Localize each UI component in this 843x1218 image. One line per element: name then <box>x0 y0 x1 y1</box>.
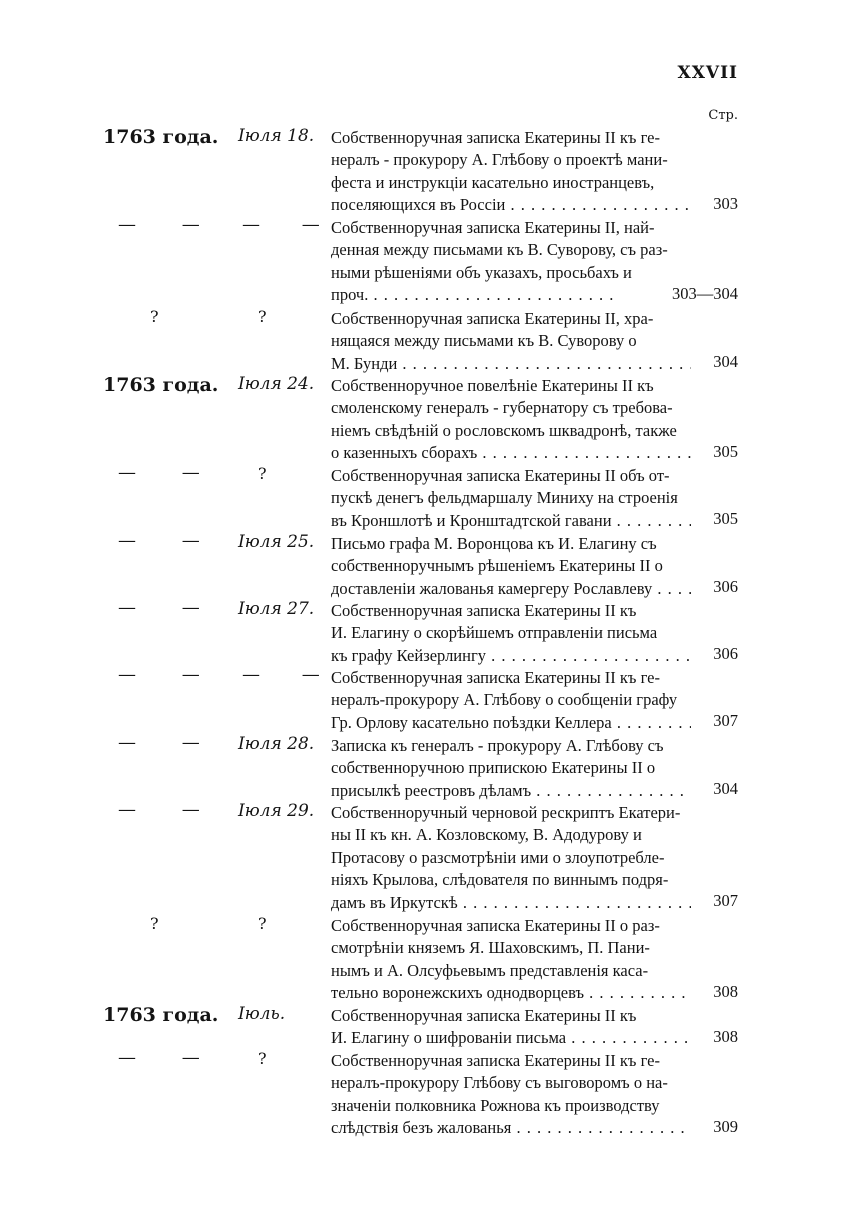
entry-year: — — <box>118 214 220 235</box>
entry-line: М. Бунди . . . <box>331 353 691 375</box>
entry-description <box>331 533 691 600</box>
entry-line: Собственноручная записка Екатерины II къ ге- <box>331 1051 660 1070</box>
entry-line: Собственноручная записка Екатерины II, най- <box>331 218 655 237</box>
entry-year: — — <box>118 530 220 551</box>
entry-date: ? <box>258 1049 267 1068</box>
entry-year: 1763 года. <box>103 374 219 396</box>
entry-line: собственноручнымъ рѣшеніемъ Екатерины II о <box>331 556 663 576</box>
entry-line: нералъ - прокурору А. Глѣбову о проектѣ мани- <box>331 150 668 170</box>
entry-line: ніемъ свѣдѣній о рословскомъ шквадронѣ, также <box>331 420 677 440</box>
entry-date: Іюля 25. <box>238 532 315 552</box>
entry-line: нымъ и А. Олсуфьевымъ представленія каса- <box>331 960 649 980</box>
entry-line: о казенныхъ сборахъ . . . <box>331 442 691 464</box>
entry-line: проч. . . . <box>331 284 691 306</box>
entry-line: И. Елагину о скорѣйшемъ отправленіи письма <box>331 623 658 643</box>
entry-date: — — <box>242 214 338 235</box>
entry-year: ? <box>150 914 159 933</box>
entry-line: Гр. Орлову касательно поѣздки Келлера . . . <box>331 712 691 734</box>
entry-line: ны II къ кн. А. Козловскому, В. Адодурову и <box>331 825 642 845</box>
entry-year: ? <box>150 307 159 326</box>
entry-description <box>331 600 691 667</box>
entry-line: Записка къ генералъ - прокурору А. Глѣбову съ <box>331 736 664 755</box>
entry-description <box>331 375 691 465</box>
page-column-label: Стр. <box>708 108 738 123</box>
entry-line: нералъ-прокурору Глѣбову съ выговоромъ о на- <box>331 1073 668 1093</box>
entry-line: доставленіи жалованья камергеру Рославлеву . . . <box>331 578 691 600</box>
entry-line: нералъ-прокурору А. Глѣбову о сообщеніи графу <box>331 690 678 710</box>
entry-year: — — <box>118 1047 220 1068</box>
entry-line: смотрѣніи княземъ Я. Шаховскимъ, П. Пани- <box>331 938 650 958</box>
entry-page: 308 <box>713 982 738 1001</box>
entry-line: Собственноручная записка Екатерины II, хра- <box>331 309 654 328</box>
entry-line: Собственноручная записка Екатерины II къ <box>331 601 637 620</box>
entry-line: дамъ въ Иркутскѣ . . . <box>331 892 691 914</box>
entry-date: Іюля 27. <box>238 599 315 619</box>
entry-date: ? <box>258 914 267 933</box>
entry-line: ніяхъ Крылова, слѣдователя по виннымъ подря- <box>331 870 669 890</box>
entry-description <box>331 667 691 734</box>
entry-line: Собственноручная записка Екатерины II къ ге- <box>331 128 660 147</box>
entry-line: поселяющихся въ Россіи . . . <box>331 194 691 216</box>
entry-line: присылкѣ реестровъ дѣламъ . . . <box>331 780 691 802</box>
entry-date: Іюль. <box>238 1004 286 1024</box>
entry-page: 303 <box>713 194 738 213</box>
entry-year: — — <box>118 462 220 483</box>
entry-page: 307 <box>713 711 738 730</box>
entry-line: Собственноручный черновой рескриптъ Екатери- <box>331 803 681 822</box>
entry-description <box>331 1050 691 1140</box>
entry-line: Собственноручное повелѣніе Екатерины II къ <box>331 376 654 395</box>
entry-line: Протасову о разсмотрѣніи ими о злоупотребле- <box>331 847 665 867</box>
entry-description <box>331 915 691 1005</box>
entry-year: — — <box>118 799 220 820</box>
entry-page: 309 <box>713 1117 738 1136</box>
entry-line: денная между письмами къ В. Суворову, съ раз- <box>331 240 668 260</box>
entry-line: къ графу Кейзерлингу . . . <box>331 645 691 667</box>
entry-page: 304 <box>713 779 738 798</box>
entry-description <box>331 127 691 217</box>
entry-description <box>331 465 691 532</box>
entry-line: Собственноручная записка Екатерины II къ ге- <box>331 668 660 687</box>
entry-year: — — <box>118 732 220 753</box>
entry-description <box>331 1005 691 1050</box>
entry-line: Собственноручная записка Екатерины II къ <box>331 1006 637 1025</box>
entry-line: смоленскому генералъ - губернатору съ требова- <box>331 398 673 418</box>
entry-line: И. Елагину о шифрованіи письма . . . <box>331 1027 691 1049</box>
entry-line: значеніи полковника Рожнова къ производству <box>331 1095 660 1115</box>
entry-date: Іюля 28. <box>238 734 315 754</box>
entry-line: слѣдствія безъ жалованья . . . <box>331 1117 691 1139</box>
entry-date: ? <box>258 307 267 326</box>
entry-line: пускѣ денегъ фельдмаршалу Миниху на строенія <box>331 488 678 508</box>
entry-date: ? <box>258 464 267 483</box>
entry-page: 305 <box>713 442 738 461</box>
entry-page: 308 <box>713 1027 738 1046</box>
entry-line: феста и инструкціи касательно иностранцевъ, <box>331 172 655 192</box>
entry-page: 303—304 <box>620 284 738 304</box>
entry-date: Іюля 18. <box>238 126 315 146</box>
entry-page: 306 <box>713 577 738 596</box>
entry-description <box>331 735 691 802</box>
page-number: XXVII <box>677 63 738 83</box>
entry-line: въ Кроншлотѣ и Кронштадтской гавани . . . <box>331 510 691 532</box>
entry-line: собственноручною припискою Екатерины II о <box>331 758 656 778</box>
entry-line: нящаяся между письмами къ В. Суворову о <box>331 331 637 351</box>
entry-date: — — <box>242 664 338 685</box>
entry-page: 305 <box>713 509 738 528</box>
entry-line: Собственноручная записка Екатерины II объ от- <box>331 466 670 485</box>
entry-date: Іюля 24. <box>238 374 315 394</box>
entry-page: 306 <box>713 644 738 663</box>
entry-description <box>331 802 691 914</box>
entry-line: ными рѣшеніями объ указахъ, просьбахъ и <box>331 262 632 282</box>
entry-page: 307 <box>713 891 738 910</box>
entry-description <box>331 308 691 375</box>
entry-year: 1763 года. <box>103 126 219 148</box>
entry-year: 1763 года. <box>103 1004 219 1026</box>
entry-year: — — <box>118 664 220 685</box>
entry-line: Письмо графа М. Воронцова къ И. Елагину съ <box>331 534 657 553</box>
entry-line: тельно воронежскихъ однодворцевъ . . . <box>331 982 691 1004</box>
entry-line: Собственноручная записка Екатерины II о раз- <box>331 916 660 935</box>
entry-page: 304 <box>713 352 738 371</box>
entry-date: Іюля 29. <box>238 801 315 821</box>
entry-year: — — <box>118 597 220 618</box>
